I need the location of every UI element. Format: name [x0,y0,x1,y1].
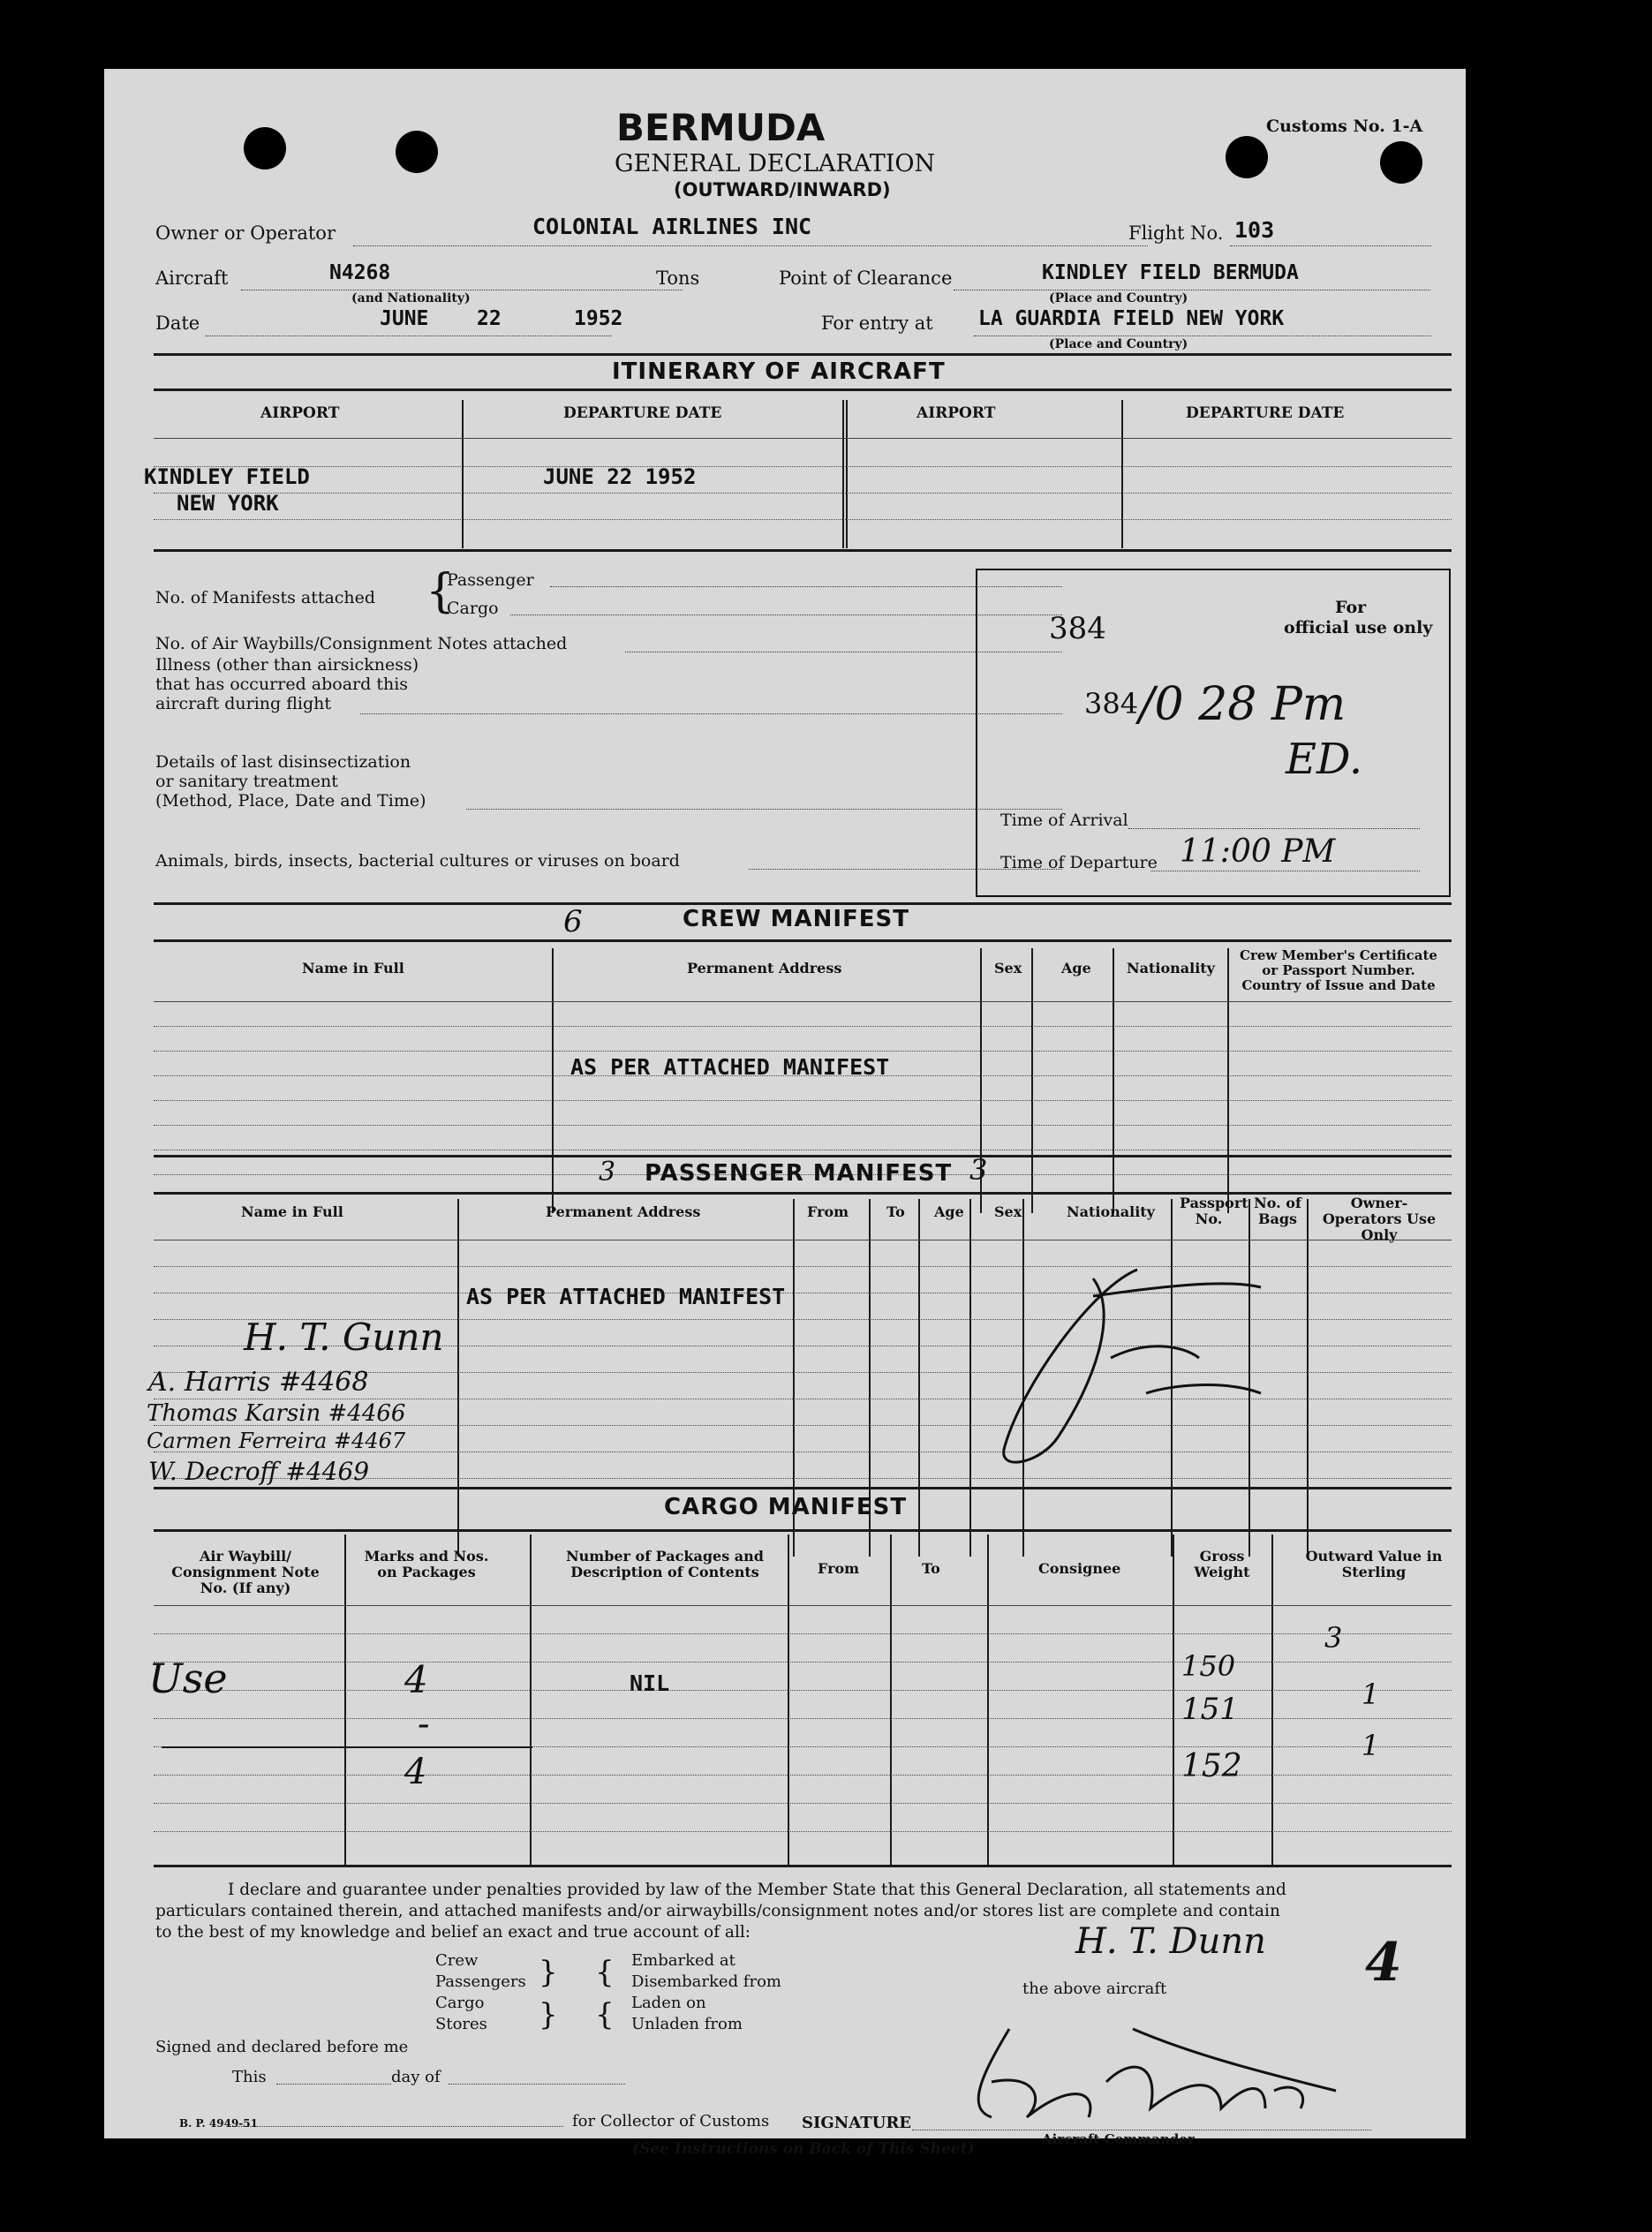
passenger-col-sex: Sex [994,1203,1022,1220]
cargo-body: NIL [630,1670,670,1696]
owner-value: COLONIAL AIRLINES INC [532,214,812,239]
date-day: 22 [477,307,502,330]
decl-hand-signature-top: H. T. Dunn [1075,1921,1266,1962]
passenger-count-2: 3 [969,1153,988,1187]
cargo-col-consignee: Consignee [1038,1560,1121,1577]
passenger-col-nationality: Nationality [1067,1203,1155,1220]
passenger-count: 3 [599,1157,616,1188]
punch-hole [396,131,438,173]
aircraft-label: Aircraft [155,268,229,289]
form-subtitle-direction: (OUTWARD/INWARD) [674,179,891,200]
crew-col-sex: Sex [994,960,1022,976]
decl-crew: Crew [435,1951,479,1970]
passenger-hand-name-2: A. Harris #4468 [148,1367,369,1398]
commander-signature [930,1994,1424,2135]
decl-day-of: day of [391,2068,441,2086]
entry-place-note: (Place and Country) [1049,337,1188,351]
aircraft-value: N4268 [329,261,391,284]
passenger-hand-name-5: W. Decroff #4469 [148,1457,370,1486]
decl-signature-label: SIGNATURE [802,2114,911,2132]
crew-count: 6 [563,904,583,939]
official-handwriting: /0 28 Pm [1139,678,1346,731]
decl-hand-count: 4 [1365,1932,1402,1994]
decl-unladen: Unladen from [631,2015,743,2033]
decl-stores: Stores [435,2015,487,2033]
passenger-col-owner: Owner-Operators Use Only [1322,1195,1437,1243]
itinerary-col-airport-2: AIRPORT [917,404,996,422]
disinsect-label-2: or sanitary treatment [155,772,338,791]
disinsect-label-1: Details of last disinsectization [155,752,411,772]
crew-heading: CREW MANIFEST [683,906,910,932]
passenger-scribble [890,1261,1296,1473]
illness-label-2: that has occurred aboard this [155,675,409,694]
departure-time-value: 11:00 PM [1180,833,1336,870]
manifest-passenger-label: Passenger [447,570,534,590]
cargo-col-packages: Number of Packages and Description of Contents [566,1548,764,1580]
arrival-label: Time of Arrival [1000,811,1128,830]
decl-embarked: Embarked at [631,1951,735,1970]
passenger-col-age: Age [934,1203,964,1220]
illness-label-1: Illness (other than airsickness) [155,655,419,675]
entry-value: LA GUARDIA FIELD NEW YORK [978,307,1285,330]
official-number: 384 [1049,611,1106,646]
decl-above-aircraft: the above aircraft [1022,1979,1167,1998]
clearance-label: Point of Clearance [779,268,953,289]
declaration-form [104,69,1466,2158]
decl-this: This [232,2068,267,2086]
passenger-heading: PASSENGER MANIFEST [645,1160,953,1187]
date-label: Date [155,313,200,334]
departure-time-label: Time of Departure [1000,853,1158,872]
form-title: BERMUDA [616,106,826,149]
cargo-hand-value-3: 1 [1362,1729,1380,1762]
clearance-place-note: (Place and Country) [1049,291,1188,305]
crew-col-certificate: Crew Member's Certificate or Passport Number. Country of Issue and Date [1240,947,1437,993]
passenger-col-from: From [807,1203,849,1220]
entry-label: For entry at [821,313,933,334]
cargo-hand-marks-3: 4 [404,1752,427,1792]
cargo-hand-weight-1: 150 [1181,1649,1236,1683]
cargo-col-waybill: Air Waybill/ Consignment Note No. (If any) [171,1548,320,1596]
passenger-hand-name-3: Thomas Karsin #4466 [147,1400,406,1427]
punch-hole [1380,141,1422,184]
brace: { [426,565,456,618]
waybills-label: No. of Air Waybills/Consignment Notes attached [155,634,568,653]
decl-collector: for Collector of Customs [572,2112,770,2130]
itinerary-heading: ITINERARY OF AIRCRAFT [612,358,946,385]
itinerary-row1-date: JUNE 22 1952 [543,464,697,489]
disinsect-label-3: (Method, Place, Date and Time) [155,791,426,811]
passenger-col-address: Permanent Address [546,1203,701,1220]
crew-body: AS PER ATTACHED MANIFEST [570,1054,890,1080]
decl-brace-3: { [595,1955,615,1990]
cargo-hand-value-1: 3 [1324,1621,1343,1655]
cargo-hand-weight-3: 152 [1181,1748,1242,1784]
decl-disembarked: Disembarked from [631,1972,781,1991]
cargo-col-from: From [818,1560,860,1577]
owner-label: Owner or Operator [155,222,336,244]
official-for: For [1335,598,1367,617]
declaration-line-1: I declare and guarantee under penalties provided by law of the Member State that this General Declaration, all statements and [228,1881,1286,1899]
itinerary-col-departure: DEPARTURE DATE [563,404,722,422]
cargo-col-weight: Gross Weight [1194,1548,1250,1580]
itinerary-row1-airport: KINDLEY FIELD [144,464,310,489]
tons-label: Tons [656,268,700,289]
itinerary-col-airport: AIRPORT [260,404,340,422]
cargo-hand-marks-2: - [418,1704,430,1745]
official-use-label: official use only [1284,618,1433,637]
passenger-col-to: To [886,1203,905,1220]
decl-signed: Signed and declared before me [155,2038,409,2056]
official-number-2: 384 [1084,687,1139,720]
flight-label: Flight No. [1128,222,1224,244]
cargo-col-marks: Marks and Nos. on Packages [364,1548,489,1580]
decl-brace-4: { [595,1997,615,2032]
itinerary-row2-airport: NEW YORK [177,491,279,516]
date-month: JUNE [380,307,429,330]
clearance-value: KINDLEY FIELD BERMUDA [1042,261,1299,284]
form-subtitle: GENERAL DECLARATION [615,150,936,177]
declaration-line-3: to the best of my knowledge and belief an exact and true account of all: [155,1923,751,1942]
crew-col-age: Age [1061,960,1091,976]
passenger-hand-name-4: Carmen Ferreira #4467 [147,1429,406,1453]
animals-label: Animals, birds, insects, bacterial cultures or viruses on board [155,851,680,871]
crew-col-nationality: Nationality [1127,960,1215,976]
passenger-body: AS PER ATTACHED MANIFEST [466,1284,786,1309]
illness-label-3: aircraft during flight [155,694,332,713]
cargo-hand-waybill: Use [148,1655,228,1702]
date-year: 1952 [574,307,623,330]
cargo-hand-value-2: 1 [1362,1678,1380,1711]
manifest-cargo-label: Cargo [447,599,499,618]
official-handwriting-2: ED. [1286,735,1363,784]
punch-hole [244,127,286,170]
aircraft-nationality-note: (and Nationality) [351,291,471,305]
decl-passengers: Passengers [435,1972,526,1991]
passenger-col-passport: Passport No. [1180,1195,1248,1227]
decl-brace-1: } [539,1955,558,1990]
cargo-hand-marks-1: 4 [404,1658,428,1701]
customs-number: Customs No. 1-A [1266,117,1423,136]
decl-laden: Laden on [631,1994,706,2012]
cargo-heading: CARGO MANIFEST [664,1494,908,1520]
cargo-col-to: To [922,1560,940,1577]
decl-brace-2: } [539,1997,558,2032]
cargo-hand-weight-2: 151 [1181,1692,1239,1727]
passenger-hand-name-1: H. T. Gunn [244,1316,444,1359]
crew-col-address: Permanent Address [687,960,842,976]
cargo-col-value: Outward Value in Sterling [1305,1548,1443,1580]
back-instructions: (See Instructions on Back of This Sheet) [632,2140,975,2158]
manifests-label: No. of Manifests attached [155,588,376,607]
form-code: B. P. 4949-51 [179,2117,258,2130]
decl-commander: Aircraft Commander [1042,2131,1195,2147]
flight-value: 103 [1234,217,1275,243]
itinerary-col-departure-2: DEPARTURE DATE [1186,404,1345,422]
crew-col-name: Name in Full [302,960,404,976]
declaration-line-2: particulars contained therein, and attached manifests and/or airwaybills/consignment notes and/or stores list are complete and contain [155,1902,1280,1920]
passenger-col-name: Name in Full [241,1203,343,1220]
decl-cargo: Cargo [435,1994,485,2012]
punch-hole [1226,136,1268,178]
passenger-col-bags: No. of Bags [1254,1195,1301,1227]
